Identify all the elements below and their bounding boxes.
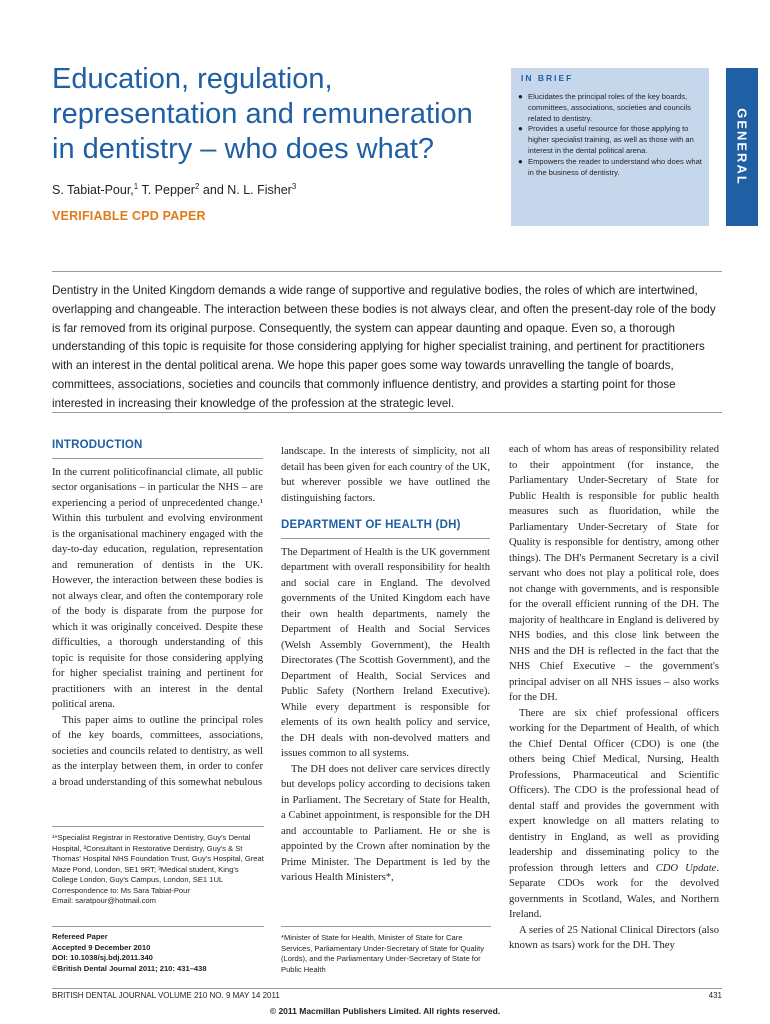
citation-line: ©British Dental Journal 2011; 210: 431–438 [52, 963, 207, 973]
author-name: and N. L. Fisher [199, 183, 292, 198]
section-heading: DEPARTMENT OF HEALTH (DH) [281, 518, 490, 539]
in-brief-box [511, 68, 709, 226]
bullet-icon: ● [518, 124, 523, 134]
refereed-info [52, 926, 264, 974]
journal-name: BRITISH DENTAL JOURNAL [52, 991, 156, 1000]
bullet-icon: ● [518, 92, 523, 101]
refereed-line: Refereed Paper [52, 932, 108, 941]
paragraph: In the current politicofinancial climate, all public sector organisations – in particular the NHS – are experiencing a period of unprecedented change.¹ Within this turbulent and evolving environment is the organisational machinery engaged with the day-to-day education, regulation, representation and remuneration of dentists in the UK. However, the interaction between these bodies is not always clear, and often the contemporary role of the body is disparate from the purpose for which it was originally conceived. Despite these difficulties, a thorough understanding of this topic is requisite for those considering applying for higher specialist training and pertinent for practitioners with an interest in the dental political arena. [52, 466, 263, 710]
cpd-label: VERIFIABLE CPD PAPER [52, 209, 206, 223]
in-brief-item: ● Empowers the reader to understand who does what in the business of dentistry. [518, 156, 702, 177]
divider [52, 412, 722, 413]
paragraph: The Department of Health is the UK government department with overall responsibility for health and social care in England. The devolved governments of the United Kingdom each have their own health departments, namely the Department of Health and Social Services (Welsh Assembly Government), the Health Directorates (The Scottish Government), and the Department of Health, Social Services and Public Safety (Northern Ireland Executive). While every department is responsible for elements of its own health policy and service, the DH deals with non-devolved matters and issues common to all systems. [281, 546, 490, 759]
section-tab [726, 68, 758, 226]
issue-info: VOLUME 210 NO. 9 MAY 14 2011 [155, 991, 280, 1000]
author-affil-mark: 1 [133, 182, 139, 191]
correspondence: Correspondence to: Ms Sara Tabiat-Pour [52, 885, 190, 895]
affiliation-text: ¹*Specialist Registrar in Restorative Dentistry, Guy's Dental Hospital, ²Consultant in Restorative Dentistry, Guy's & St Thomas' Hospital NHS Foundation Trust, Guy's Hospital, Great Maze Pond, London, SE1 9RT; ³Medical student, King's College London, Guy's Campus, London, SE1 1UL [52, 833, 264, 884]
footnote: *Minister of State for Health, Minister of State for Care Services, Parliamentary Under-Secretary of State for Quality (Lords), and the Parliamentary Under-Secretary of State for Public Health [281, 926, 491, 975]
in-brief-item: ● Elucidates the principal roles of the key boards, committees, associations, societies and councils related to dentistry. [518, 92, 691, 123]
section-tab-label: GENERAL [734, 108, 750, 186]
accepted-line: Accepted 9 December 2010 [52, 942, 151, 952]
bullet-icon: ● [518, 156, 523, 166]
paragraph: This paper aims to outline the principal roles of the key boards, committees, associations, societies and councils related to dentistry, as well as the interplay between them, in order to confer a broad understanding of this somewhat nebulous [52, 714, 263, 788]
in-brief-item: ● Provides a useful resource for those applying to higher specialist training, as well as those with an interest in the dental political arena. [518, 124, 694, 155]
paragraph: A series of 25 National Clinical Directors (also known as tsars) work for the DH. They [509, 924, 719, 951]
article-title: Education, regulation, representation and remuneration in dentistry – who does what? [52, 63, 473, 165]
in-brief-heading: IN BRIEF [521, 73, 574, 83]
author-affil-mark: 3 [291, 182, 297, 191]
paragraph: each of whom has areas of responsibility related to their appointment (for instance, the Parliamentary Under-Secretary of State for Public Health is responsible for public health measures such as fluoridation, while the Parliamentary Under-Secretary of State for Quality is responsible for dentistry, among other things). The DH's Permanent Secretary is a civil servant who does not play a political role, does not change with governments, and is responsible for the overall efficient running of the DH. The majority of healthcare in England is delivered by NHS bodies, and this close link between the NHS and the DH is reflected in the fact that the NHS Chief Executive – the government's principal adviser on all NHS issues – also works for the DH. [509, 444, 719, 703]
author-list [52, 182, 296, 197]
paragraph: There are six chief professional officers working for the Department of Health, of which the Chief Dental Officer (CDO) is one (the others being Chief Medical, Nursing, Health Professions, Pharmaceutical and Scientific Officers). The CDO is the professional head of dental staff and provides the government with expert knowledge on all matters relating to dentistry in England, as well as providing leadership and disseminating policy to the profession through letters and CDO Update. Separate CDOs work for the devolved governments in Scotland, Wales, and Northern Ireland. [509, 707, 719, 920]
column-2 [281, 438, 490, 886]
abstract: Dentistry in the United Kingdom demands a wide range of supportive and regulative bodies, the roles of which are intertwined, overlapping and changeable. The interaction between these bodies is not always clear, and often the present-day role of the body is far removed from its original purpose. Consequently, the system can appear daunting and opaque. Even so, a thorough understanding of this topic is requisite for those considering applying for higher specialist training, and pertinent for practitioners with an interest in the dental political arena. We hope this paper goes some way towards unravelling the tangle of boards, committees, associations, societies and councils that commonly influence dentistry, and provides a starting point for those interested in increasing their knowledge of the profession at the strategic level. [52, 284, 716, 410]
author-name: T. Pepper [138, 183, 195, 198]
column-3 [509, 442, 719, 954]
email: Email: saratpour@hotmail.com [52, 896, 156, 905]
divider [52, 271, 722, 272]
copyright: © 2011 Macmillan Publishers Limited. All rights reserved. [269, 1006, 501, 1016]
emphasis: CDO Update [655, 862, 717, 874]
page-number: 431 [708, 991, 722, 1000]
author-name: S. Tabiat-Pour, [52, 183, 134, 198]
affiliations [52, 826, 264, 907]
section-heading: INTRODUCTION [52, 438, 263, 459]
column-1 [52, 438, 263, 790]
page-footer [52, 988, 722, 1000]
author-affil-mark: 2 [194, 182, 200, 191]
paragraph: landscape. In the interests of simplicity, not all detail has been given for each country of the UK, but wherever possible we have outlined the distinguishing factors. [281, 446, 490, 504]
in-brief-list [517, 92, 703, 178]
doi-line: DOI: 10.1038/sj.bdj.2011.340 [52, 953, 153, 962]
paragraph: The DH does not deliver care services directly but develops policy according to decisions taken in Parliament. The Secretary of State for Health, a Cabinet appointment, is responsible for the DH and accountable to Parliament. He or she is appointed by the Crown after nomination by the Prime Minister. The Department is led by the various Health Ministers*, [281, 763, 490, 883]
